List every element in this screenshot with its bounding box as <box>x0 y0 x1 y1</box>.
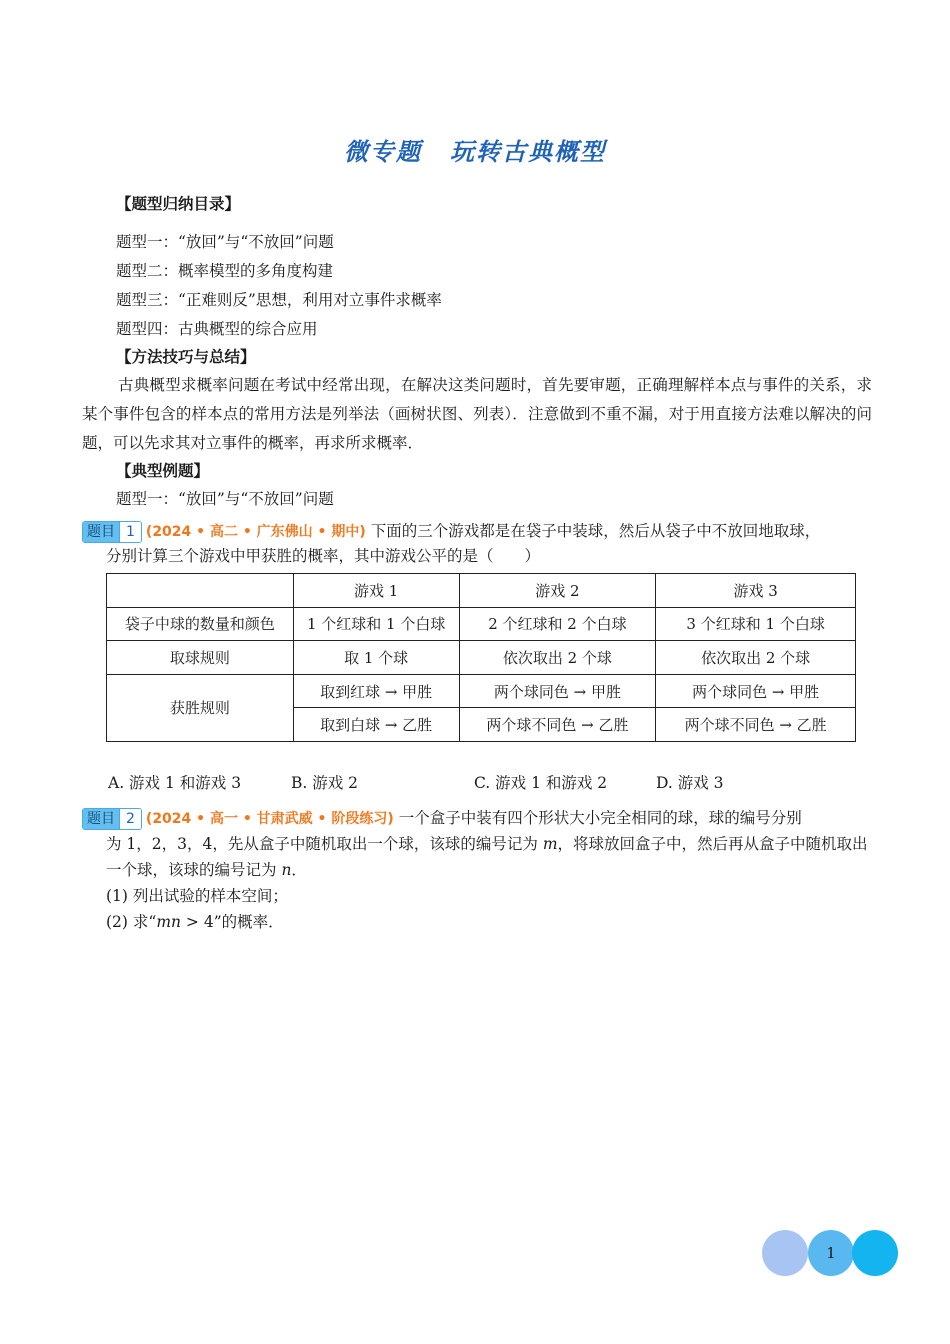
catalog-item-2: 题型二：概率模型的多角度构建 <box>116 262 334 280</box>
table-cell: 依次取出 2 个球 <box>656 641 856 675</box>
table-cell: 取球规则 <box>107 641 294 675</box>
option-a[interactable]: A. 游戏 1 和游戏 3 <box>108 774 242 792</box>
table-cell: 获胜规则 <box>107 674 294 741</box>
table-cell <box>107 574 294 608</box>
table-row <box>107 674 856 708</box>
table-cell: 2 个红球和 2 个白球 <box>459 607 656 641</box>
option-b[interactable]: B. 游戏 2 <box>291 774 359 792</box>
table-cell: 取到红球 → 甲胜 <box>293 674 459 708</box>
question-2-source: (2024 • 高一 • 甘肃武威 • 阶段练习) <box>145 811 394 827</box>
table-cell: 袋子中球的数量和颜色 <box>107 607 294 641</box>
table-cell: 取到白球 → 乙胜 <box>293 708 459 742</box>
table-cell: 两个球同色 → 甲胜 <box>459 674 656 708</box>
option-d[interactable]: D. 游戏 3 <box>656 774 724 792</box>
question-2-part2: (2) 求“mn > 4”的概率． <box>106 913 284 931</box>
examples-heading: 【典型例题】 <box>116 461 210 480</box>
question-2-tag: 题目 2 <box>82 808 142 830</box>
table-cell: 依次取出 2 个球 <box>459 641 656 675</box>
table-cell: 3 个红球和 1 个白球 <box>656 607 856 641</box>
table-cell: 两个球同色 → 甲胜 <box>656 674 856 708</box>
catalog-heading: 【题型归纳目录】 <box>116 194 241 213</box>
question-1-line2: 分别计算三个游戏中甲获胜的概率，其中游戏公平的是（ ） <box>106 547 541 565</box>
table-cell: 游戏 1 <box>293 574 459 608</box>
question-2-part1: (1) 列出试验的样本空间； <box>106 887 288 905</box>
table-cell: 两个球不同色 → 乙胜 <box>656 708 856 742</box>
question-2-line2: 为 1，2，3，4，先从盒子中随机取出一个球，该球的编号记为 m，将球放回盒子中，然后再从盒子中随机取出 <box>106 835 868 853</box>
question-1-line1 <box>82 520 820 543</box>
table-row <box>107 641 856 675</box>
page-title <box>0 132 950 167</box>
table-cell: 游戏 3 <box>656 574 856 608</box>
page-number-badge <box>808 1230 854 1276</box>
page-dot-left <box>762 1230 808 1276</box>
catalog-item-1: 题型一：“放回”与“不放回”问题 <box>116 233 334 251</box>
title-right: 玩转古典概型 <box>450 138 606 166</box>
catalog-item-3: 题型三：“正难则反”思想，利用对立事件求概率 <box>116 291 442 309</box>
page-dot-right <box>852 1230 898 1276</box>
example-type1-heading: 题型一：“放回”与“不放回”问题 <box>116 490 334 508</box>
catalog-item-4: 题型四：古典概型的综合应用 <box>116 320 318 338</box>
option-c[interactable]: C. 游戏 1 和游戏 2 <box>474 774 608 792</box>
games-table <box>106 573 856 742</box>
title-left: 微专题 <box>344 138 422 166</box>
question-2-line1 <box>82 807 802 830</box>
var-n: n <box>281 861 292 879</box>
question-1-source: (2024 • 高二 • 广东佛山 • 期中) <box>145 524 366 540</box>
method-text: 古典概型求概率问题在考试中经常出现，在解决这类问题时，首先要审题，正确理解样本点与事件的关系，求某个事件包含的样本点的常用方法是列举法（画树状图、列表）．注意做到不重不漏，对于用直接方法难以解决的问题，可以先求其对立事件的概率，再求所求概率． <box>82 376 872 452</box>
method-heading: 【方法技巧与总结】 <box>116 347 256 366</box>
question-2-text: 一个盒子中装有四个形状大小完全相同的球，球的编号分别 <box>398 809 802 827</box>
question-1-tag: 题目 1 <box>82 521 142 543</box>
table-cell: 两个球不同色 → 乙胜 <box>459 708 656 742</box>
table-cell: 游戏 2 <box>459 574 656 608</box>
table-cell: 1 个红球和 1 个白球 <box>293 607 459 641</box>
question-1-text: 下面的三个游戏都是在袋子中装球，然后从袋子中不放回地取球， <box>370 522 821 540</box>
var-m: m <box>542 835 558 853</box>
expr-mn: mn <box>156 913 181 931</box>
page-number: 1 <box>826 1244 836 1262</box>
table-row <box>107 607 856 641</box>
question-2-line3: 一个球，该球的编号记为 n． <box>106 861 307 879</box>
table-row <box>107 574 856 608</box>
table-cell: 取 1 个球 <box>293 641 459 675</box>
